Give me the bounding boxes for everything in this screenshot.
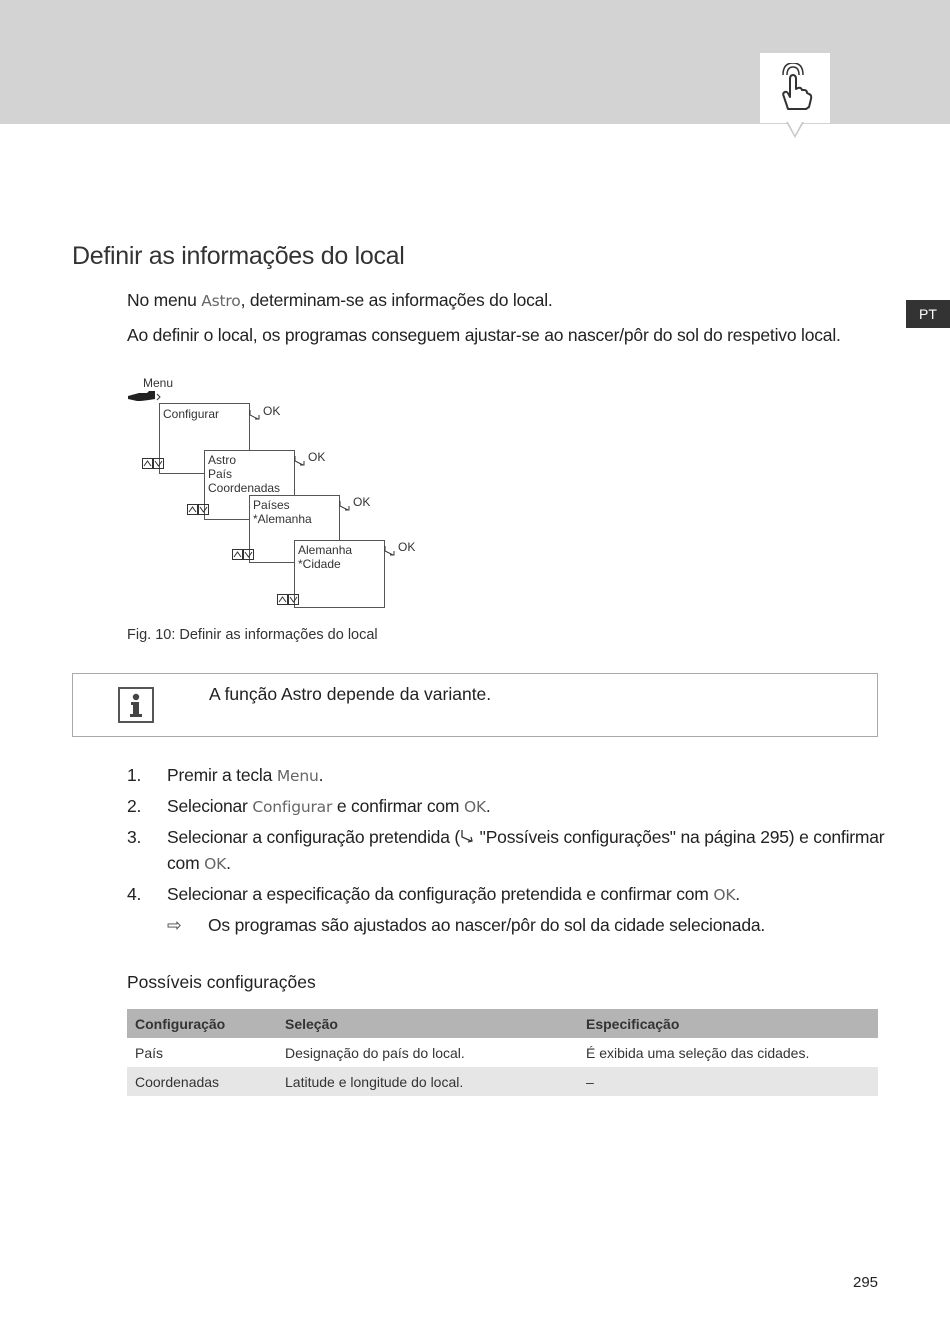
column-header: Seleção (277, 1009, 578, 1038)
step-text: Selecionar a configuração pretendida ( (167, 827, 461, 847)
step-2 (127, 793, 887, 820)
configurations-table (127, 1009, 878, 1096)
intro-prefix: No menu (127, 290, 202, 310)
page-title: Definir as informações do local (72, 242, 405, 270)
step-text: . (735, 884, 740, 904)
table-cell: Latitude e longitude do local. (277, 1067, 578, 1096)
up-down-keys-icon (277, 594, 301, 606)
ok-arrow-icon (383, 544, 397, 558)
section-tab (760, 53, 830, 123)
intro-keyword: Astro (201, 292, 241, 310)
step-number: 4. (127, 884, 142, 904)
table-header-row (127, 1009, 878, 1038)
intro-suffix: , determinam-se as informações do local. (240, 290, 553, 310)
ok-arrow-icon (293, 454, 307, 468)
note-text: A função Astro depende da variante. (209, 684, 492, 704)
diagram-box-level-1-top (159, 403, 250, 404)
table-cell: País (135, 1044, 164, 1061)
diagram-menu-label: Menu (143, 376, 174, 390)
intro-paragraph-1 (127, 290, 553, 311)
reference-arrow-icon (460, 829, 475, 844)
up-down-keys-icon (142, 458, 166, 470)
up-down-keys-icon (187, 504, 211, 516)
step-text: . (485, 796, 491, 816)
step-text: . (226, 853, 231, 873)
step-3 (127, 824, 887, 877)
table-heading: Possíveis configurações (127, 972, 316, 992)
intro-paragraph-2: Ao definir o local, os programas conseguem ajustar-se ao nascer/pôr do sol do respetivo local. (127, 325, 841, 345)
diagram-item-astro: Astro (208, 453, 237, 467)
language-tab: PT (906, 300, 950, 328)
pointing-hand-icon (127, 390, 161, 404)
result-arrow-icon: ⇨ (167, 915, 182, 935)
diagram-item-coordenadas: Coordenadas (208, 481, 281, 495)
step-number: 1. (127, 765, 142, 785)
step-number: 2. (127, 796, 142, 816)
diagram-item-pais: País (208, 467, 233, 481)
step-text: e confirmar com (332, 796, 464, 816)
step-keyword: Configurar (252, 798, 333, 816)
instruction-steps (127, 762, 887, 938)
diagram-item-configurar: Configurar (163, 407, 220, 421)
step-text: Selecionar (167, 796, 253, 816)
result-text: Os programas são ajustados ao nascer/pôr do sol da cidade selecionada. (208, 915, 766, 935)
diagram-item-paises: Países (253, 498, 290, 512)
tab-pointer-inner (788, 122, 802, 135)
cross-reference-link[interactable]: "Possíveis configurações" na página 295) e confirmar com (167, 827, 885, 873)
info-note (72, 673, 878, 737)
ok-arrow-icon (248, 408, 262, 422)
up-down-keys-icon (232, 549, 256, 561)
diagram-item-cidade-selected: *Cidade (298, 557, 341, 571)
info-icon (118, 687, 154, 723)
touch-hand-icon (774, 63, 816, 113)
diagram-ok-4: OK (398, 540, 416, 554)
step-keyword: Menu (276, 767, 319, 785)
table-row (127, 1038, 878, 1067)
step-keyword: OK (713, 886, 736, 904)
figure-caption: Fig. 10: Definir as informações do local (127, 627, 378, 643)
step-text: . (318, 765, 324, 785)
step-text: Premir a tecla (167, 765, 277, 785)
diagram-ok-1: OK (263, 404, 281, 418)
diagram-item-alemanha-selected: *Alemanha (253, 512, 312, 526)
step-result (127, 912, 887, 938)
column-header: Especificação (578, 1009, 878, 1038)
table-cell: É exibida uma seleção das cidades. (586, 1044, 810, 1061)
page-number: 295 (853, 1274, 879, 1291)
table-cell: – (578, 1067, 878, 1096)
step-keyword: OK (463, 798, 486, 816)
table-cell: Designação do país do local. (285, 1044, 465, 1061)
table-row (127, 1067, 878, 1096)
step-number: 3. (127, 827, 142, 847)
step-keyword: OK (204, 855, 227, 873)
menu-navigation-diagram (125, 372, 445, 617)
ok-arrow-icon (338, 499, 352, 513)
step-text: Selecionar a especificação da configuração pretendida e confirmar com (167, 884, 714, 904)
step-1 (127, 762, 887, 789)
diagram-ok-2: OK (308, 450, 326, 464)
step-4 (127, 881, 887, 908)
table-cell: Coordenadas (127, 1067, 277, 1096)
column-header: Configuração (127, 1009, 277, 1038)
diagram-ok-3: OK (353, 495, 371, 509)
diagram-item-alemanha: Alemanha (298, 543, 353, 557)
